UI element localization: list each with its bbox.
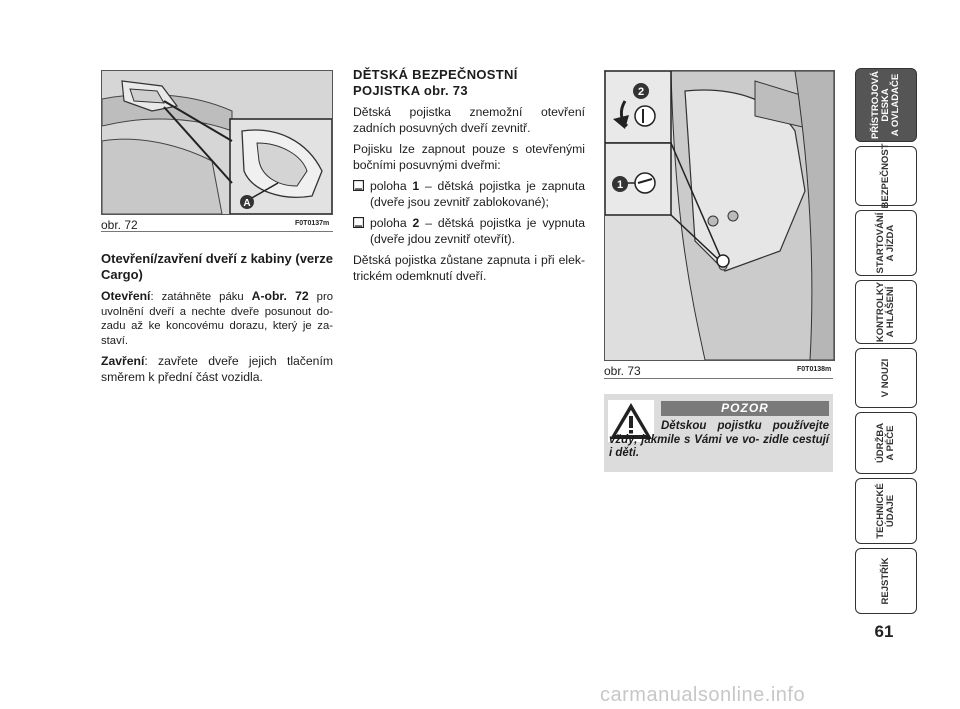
chapter-tab-label: REJSTŘÍK <box>880 557 891 605</box>
chapter-tab-label: STARTOVÁNÍ A JÍZDA <box>875 212 896 274</box>
child-lock-p2: Pojisku lze zapnout pouze s otevřenými bočními posuvnými dveřmi: <box>353 142 585 172</box>
item1-text: – dětská pojistka je zapnuta (dveře jsou zevnitř zablokované); <box>370 179 585 209</box>
section-heading-child-lock <box>353 67 585 99</box>
section-heading-cab-door: Otevření/zavření dveří z kabiny (verze Cargo) <box>101 251 333 282</box>
chapter-tab-label: ÚDRŽBA A PÉČE <box>875 422 896 464</box>
close-paragraph <box>101 354 333 385</box>
figure-72-illustration <box>101 70 333 215</box>
warning-text: Dětskou pojistku používejte vždy, jakmile s Vámi ve vo- zidle cestují i děti. <box>609 420 829 459</box>
figure-72-caption: obr. 72 <box>101 218 138 232</box>
figure-73-code: F0T0138m <box>797 366 832 373</box>
figure-73-caption: obr. 73 <box>604 364 641 378</box>
item2-number: 2 <box>412 216 420 230</box>
chapter-tab-label: V NOUZI <box>880 358 891 398</box>
item1-number: 1 <box>412 179 420 193</box>
figure-73-rule <box>604 378 833 379</box>
marker-1: 1 <box>616 179 624 191</box>
open-text-a: : zatáhněte páku <box>150 291 252 303</box>
chapter-tab-label: TECHNICKÉ ÚDAJE <box>875 483 896 539</box>
marker-a: A <box>243 198 251 209</box>
child-lock-heading: DĚTSKÁ BEZPEČNOSTNÍ POJISTKA <box>353 67 518 98</box>
chapter-tab[interactable] <box>855 412 917 474</box>
chapter-tab[interactable] <box>855 280 917 344</box>
figure-73-illustration <box>604 70 835 361</box>
chapter-tab[interactable] <box>855 478 917 544</box>
checkbox-icon <box>353 217 364 228</box>
marker-2: 2 <box>637 86 645 98</box>
item1-prefix: poloha <box>370 179 413 193</box>
open-ref: A-obr. 72 <box>251 289 309 303</box>
middle-column <box>353 67 585 290</box>
warning-title: POZOR <box>661 401 829 416</box>
close-label: Zavření <box>101 354 145 368</box>
figure-72-code: F0T0137m <box>295 220 330 227</box>
watermark: carmanualsonline.info <box>600 684 806 706</box>
child-lock-p1: Dětská pojistka znemožní otevření zadních posuvných dveří zevnitř. <box>353 105 585 135</box>
chapter-tab[interactable] <box>855 143 917 209</box>
page-number: 61 <box>874 622 894 641</box>
door-handle-drawing <box>102 71 332 214</box>
child-lock-ref: obr. 73 <box>419 83 468 98</box>
chapter-tab-label: PŘÍSTROJOVÁ DESKA A OVLADAČE <box>870 70 901 140</box>
open-paragraph <box>101 289 333 348</box>
open-label: Otevření <box>101 289 151 303</box>
chapter-tab[interactable] <box>855 348 917 408</box>
close-text: : zavřete dveře jejich tlačením směrem k přední část vozidla. <box>101 354 333 384</box>
item2-prefix: poloha <box>370 216 413 230</box>
warning-box <box>604 394 833 472</box>
checkbox-icon <box>353 180 364 191</box>
chapter-tab-label: BEZPEČNOST <box>880 143 891 209</box>
left-column <box>101 251 333 391</box>
chapter-tab[interactable] <box>855 548 917 614</box>
list-item-position-1 <box>353 179 585 210</box>
item2-text: – dětská pojistka je vypnuta (dveře jdou zevnitř otevřít). <box>370 216 585 246</box>
child-lock-p3: Dětská pojistka zůstane zapnuta i při elek- trickém odemknutí dveří. <box>353 253 585 283</box>
chapter-tab[interactable] <box>855 68 917 142</box>
open-text-b: pro uvolnění dveří a nechte dveře posunout do- zadu až ke koncovému dorazu, který je za- staví. <box>101 291 333 347</box>
list-item-position-2 <box>353 216 585 247</box>
child-lock-drawing <box>605 71 834 360</box>
chapter-tab[interactable] <box>855 210 917 276</box>
chapter-tab-label: KONTROLKY A HLÁŠENÍ <box>875 281 896 343</box>
